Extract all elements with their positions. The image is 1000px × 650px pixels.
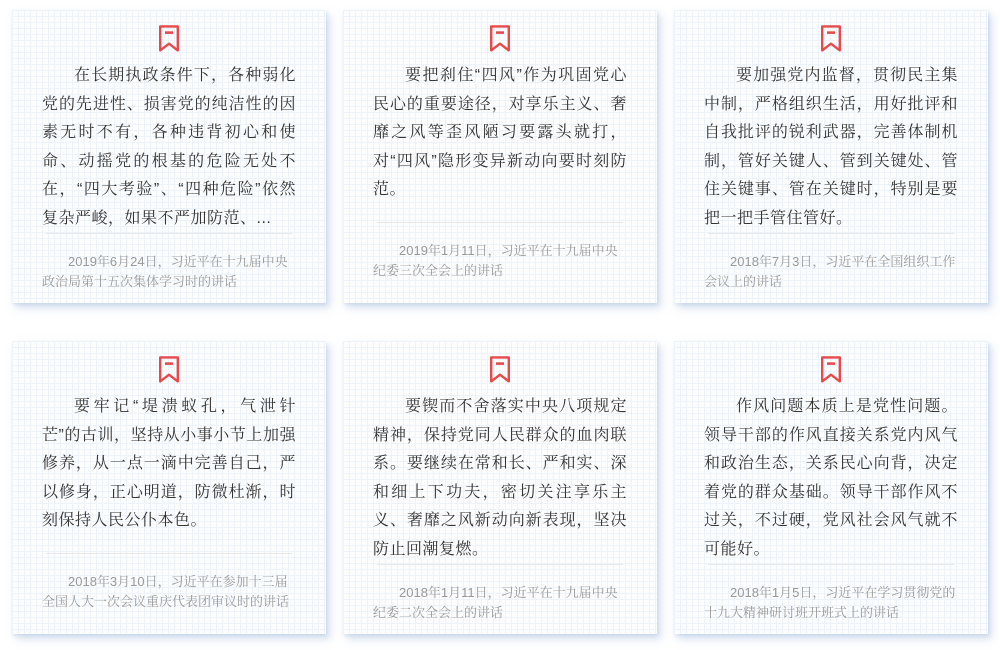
quote-source: 2018年3月10日，习近平在参加十三届全国人大一次会议重庆代表团审议时的讲话	[42, 574, 290, 609]
quote-text: 在长期执政条件下，各种弱化党的先进性、损害党的纯洁性的因素无时不有，各种违背初心和使命、动摇党的根基的危险无处不在，“四大考验”、“四种危险”依然复杂严峻，如果不严加防范、...	[42, 67, 296, 227]
card-footer	[42, 233, 296, 314]
divider	[708, 233, 954, 234]
quote-card	[12, 10, 326, 303]
bookmark-icon	[373, 25, 627, 52]
divider	[46, 553, 292, 554]
quote-card	[674, 341, 988, 634]
quote-source: 2018年1月5日，习近平在学习贯彻党的十九大精神研讨班开班式上的讲话	[704, 585, 956, 620]
card-footer	[373, 222, 627, 303]
divider	[708, 564, 954, 565]
quote-text: 作风问题本质上是党性问题。领导干部的作风直接关系党内风气和政治生态，关系民心向背，决定着党的群众基础。领导干部作风不过关，不过硬，党风社会风气就不可能好。	[704, 398, 958, 558]
quote-card	[12, 341, 326, 634]
quote-text: 要锲而不舍落实中央八项规定精神，保持党同人民群众的血肉联系。要继续在常和长、严和实、深和细上下功夫，密切关注享乐主义、奢靡之风新动向新表现，坚决防止回潮复燃。	[373, 398, 627, 558]
bookmark-icon	[42, 25, 296, 52]
bookmark-icon	[42, 356, 296, 383]
quote-card	[343, 341, 657, 634]
quote-text: 要把刹住“四风”作为巩固党心民心的重要途径，对享乐主义、奢靡之风等歪风陋习要露头就打，对“四风”隐形变异新动向要时刻防范。	[373, 67, 627, 198]
quote-card	[343, 10, 657, 303]
quote-card	[674, 10, 988, 303]
divider	[46, 233, 292, 234]
card-footer	[704, 233, 958, 314]
bookmark-icon	[373, 356, 627, 383]
divider	[377, 564, 623, 565]
quote-text: 要加强党内监督，贯彻民主集中制，严格组织生活，用好批评和自我批评的锐利武器，完善体制机制，管好关键人、管到关键处、管住关键事、管在关键时，特别是要把一把手管住管好。	[704, 67, 958, 227]
quote-source: 2019年1月11日，习近平在十九届中央纪委三次全会上的讲话	[373, 243, 618, 278]
bookmark-icon	[704, 356, 958, 383]
quote-source: 2018年7月3日，习近平在全国组织工作会议上的讲话	[704, 254, 956, 289]
card-footer	[373, 564, 627, 645]
card-footer	[704, 564, 958, 645]
divider	[377, 222, 623, 223]
quote-text: 要牢记“堤溃蚁孔，气泄针芒”的古训，坚持从小事小节上加强修养，从一点一滴中完善自己，严以修身，正心明道，防微杜渐，时刻保持人民公仆本色。	[42, 398, 296, 529]
quote-source: 2019年6月24日，习近平在十九届中央政治局第十五次集体学习时的讲话	[42, 254, 288, 289]
bookmark-icon	[704, 25, 958, 52]
quote-source: 2018年1月11日，习近平在十九届中央纪委二次全会上的讲话	[373, 585, 618, 620]
card-footer	[42, 553, 296, 634]
